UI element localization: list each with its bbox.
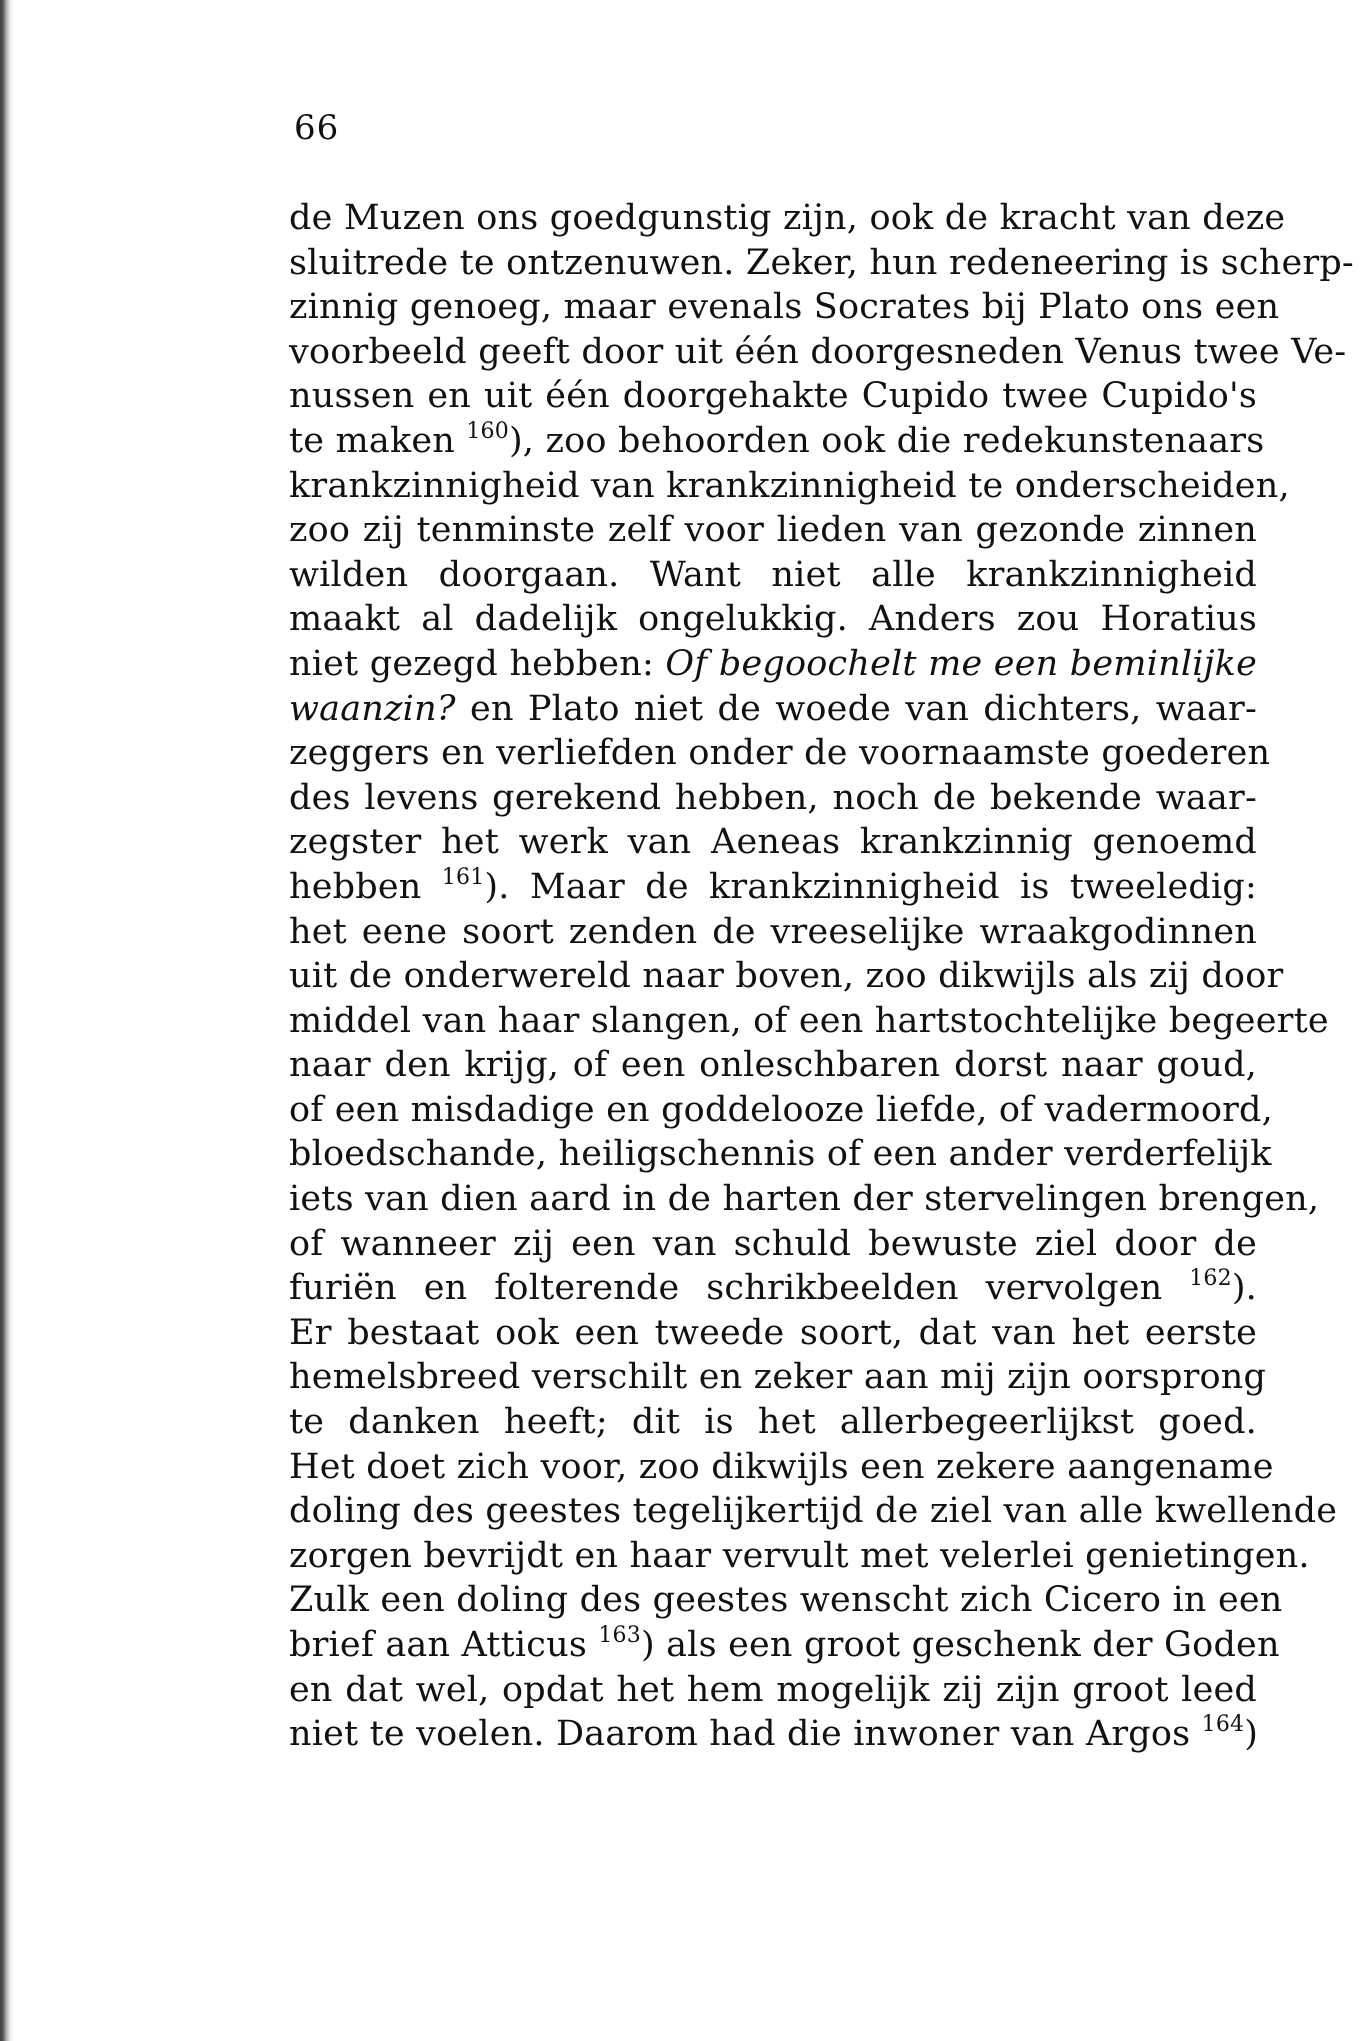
text-line: [289, 1578, 1283, 1623]
text-segment: nussen en uit één doorgehakte Cupido twee Cupido's: [289, 376, 1257, 417]
text-line: [289, 865, 1257, 910]
text-segment: niet gezegd hebben:: [289, 643, 666, 684]
text-line: [289, 1043, 1257, 1088]
text-line: [289, 1534, 1310, 1579]
text-line: [289, 642, 1257, 687]
text-line: [289, 374, 1257, 419]
text-segment: sluitrede te ontzenuwen. Zeker, hun redeneering is scherp-: [289, 242, 1354, 283]
text-segment: en dat wel, opdat het hem mogelijk zij zijn groot leed: [289, 1669, 1257, 1710]
text-line: [289, 553, 1257, 598]
text-line: [289, 820, 1257, 865]
text-line: [289, 1311, 1257, 1356]
text-segment: voorbeeld geeft door uit één doorgesneden Venus twee Ve-: [289, 331, 1347, 372]
text-line: [289, 1400, 1257, 1445]
text-line: [289, 1355, 1267, 1400]
text-segment: ).: [1231, 1268, 1257, 1309]
text-segment: ) als een groot geschenk der Goden: [640, 1625, 1280, 1665]
text-line: [289, 1623, 1280, 1668]
text-line: [289, 330, 1347, 375]
italic-quote: Of begoochelt me een beminlijke: [665, 643, 1257, 684]
page-number: 66: [294, 108, 340, 148]
text-segment: Zulk een doling des geestes wenscht zich Cicero in een: [289, 1580, 1283, 1621]
text-segment: hemelsbreed verschilt en zeker aan mij zijn oorsprong: [289, 1357, 1267, 1398]
text-segment: ), zoo behoorden ook die redekunstenaars: [508, 420, 1265, 461]
text-line: [289, 1489, 1338, 1534]
text-line: [289, 1266, 1257, 1311]
text-line: [289, 241, 1354, 286]
text-segment: zeggers en verliefden onder de voornaamste goederen: [289, 733, 1271, 774]
text-segment: Er bestaat ook een tweede soort, dat van het eerste: [289, 1312, 1257, 1353]
text-segment: te maken: [289, 420, 467, 461]
text-line: [289, 1668, 1257, 1713]
text-segment: uit de onderwereld naar boven, zoo dikwijls als zij door: [289, 956, 1284, 997]
text-line: [289, 508, 1257, 553]
italic-quote: waanzin?: [289, 688, 456, 729]
text-segment: bloedschande, heiligschennis of een ander verderfelijk: [289, 1134, 1272, 1175]
text-segment: niet te voelen. Daarom had die inwoner van Argos: [289, 1714, 1202, 1755]
text-line: [289, 776, 1257, 821]
text-segment: middel van haar slangen, of een hartstochtelijke begeerte: [289, 1000, 1329, 1041]
text-segment: de Muzen ons goedgunstig zijn, ook de kracht van deze: [289, 198, 1286, 238]
footnote-ref: 161: [441, 864, 485, 890]
footnote-ref: 163: [598, 1623, 641, 1648]
text-segment: of een misdadige en goddelooze liefde, of vadermoord,: [289, 1089, 1273, 1130]
text-segment: Het doet zich voor, zoo dikwijls een zekere aangename: [289, 1446, 1274, 1487]
text-segment: naar den krijg, of een onleschbaren dorst naar goud,: [289, 1045, 1257, 1086]
footnote-ref: 162: [1189, 1266, 1232, 1292]
text-line: [289, 731, 1271, 776]
text-segment: furiën en folterende schrikbeelden vervolgen: [289, 1268, 1190, 1309]
text-segment: zinnig genoeg, maar evenals Socrates bij Plato ons een: [289, 287, 1280, 328]
text-segment: of wanneer zij een van schuld bewuste ziel door de: [289, 1223, 1257, 1264]
text-segment: iets van dien aard in de harten der stervelingen brengen,: [289, 1179, 1320, 1220]
text-line: [289, 597, 1257, 642]
text-line: [289, 999, 1329, 1044]
text-segment: ). Maar de krankzinnigheid is tweeledig:: [484, 866, 1257, 907]
text-line: [289, 464, 1290, 509]
footnote-ref: 160: [466, 418, 509, 444]
text-segment: wilden doorgaan. Want niet alle krankzinnigheid: [289, 554, 1257, 595]
text-segment: doling des geestes tegelijkertijd de ziel van alle kwellende: [289, 1491, 1338, 1532]
text-segment: zorgen bevrijdt en haar vervult met velerlei genietingen.: [289, 1535, 1310, 1576]
text-segment: het eene soort zenden de vreeselijke wraakgodinnen: [289, 911, 1257, 952]
text-segment: krankzinnigheid van krankzinnigheid te onderscheiden,: [289, 465, 1290, 506]
footnote-ref: 164: [1201, 1712, 1245, 1738]
scan-edge: [0, 0, 14, 2041]
text-line: [289, 1222, 1257, 1267]
text-line: [289, 418, 1265, 464]
text-line: [289, 285, 1280, 330]
text-line: [289, 1132, 1272, 1177]
text-segment: des levens gerekend hebben, noch de bekende waar-: [289, 777, 1257, 818]
text-segment: en Plato niet de woede van dichters, waar-: [455, 688, 1257, 729]
text-segment: maakt al dadelijk ongelukkig. Anders zou Horatius: [289, 599, 1257, 640]
text-segment: hebben: [289, 866, 442, 907]
text-line: [289, 910, 1257, 955]
text-segment: te danken heeft; dit is het allerbegeerlijkst goed.: [289, 1402, 1257, 1443]
text-line: [289, 1445, 1274, 1490]
text-segment: zoo zij tenminste zelf voor lieden van gezonde zinnen: [289, 510, 1257, 551]
text-line: [289, 687, 1257, 732]
text-segment: zegster het werk van Aeneas krankzinnig genoemd: [289, 822, 1257, 863]
text-segment: brief aan Atticus: [289, 1625, 599, 1665]
body-text: [289, 196, 1354, 1757]
text-line: [289, 1088, 1273, 1133]
text-segment: ): [1244, 1714, 1259, 1755]
text-line: [289, 954, 1284, 999]
text-line: [289, 196, 1286, 241]
text-line: [289, 1712, 1257, 1757]
text-line: [289, 1177, 1320, 1222]
